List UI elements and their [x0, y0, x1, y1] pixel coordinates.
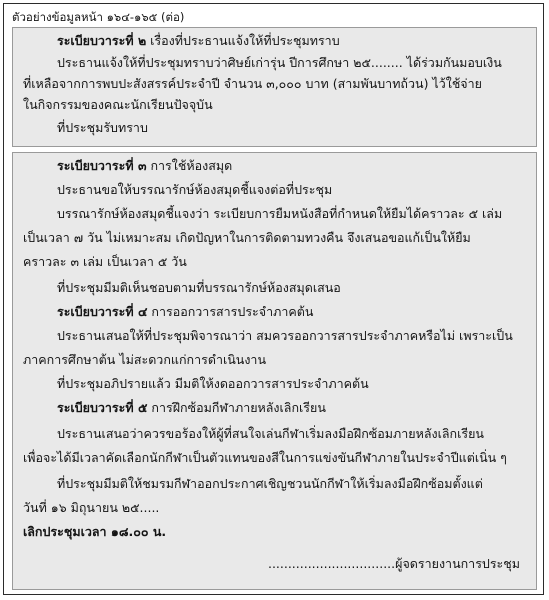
- resolution-line: ที่ประชุมรับทราบ: [57, 120, 148, 135]
- agenda-line: ประธานเสนอให้ที่ประชุมพิจารณาว่า สมควรออกวารสารประจำภาคหรือไม่ เพราะเป็น: [57, 328, 513, 343]
- agenda-line: ประธานเสนอว่าควรขอร้องให้ผู้ที่สนใจเล่นกีฬาเริ่มลงมือฝึกซ้อมภายหลังเลิกเรียน: [57, 426, 484, 441]
- resolution-line: ที่ประชุมมีมติให้ชมรมกีฬาออกประกาศเชิญชวนนักกีฬาให้เริ่มลงมือฝึกซ้อมตั้งแต่: [57, 476, 483, 491]
- page-reference-header: ตัวอย่างข้อมูลหน้า ๑๖๔-๑๖๕ (ต่อ): [12, 10, 185, 24]
- agenda-line: ที่เหลือจากการพบปะสังสรรค์ประจำปี จำนวน ๓,๐๐๐ บาท (สามพันบาทถ้วน) ไว้ใช้จ่าย: [23, 76, 482, 91]
- agenda-line: เป็นเวลา ๗ วัน ไม่เหมาะสม เกิดปัญหาในการติดตามทวงคืน จึงเสนอขอแก้เป็นให้ยืม: [23, 230, 471, 245]
- agenda-item-2-box: [12, 27, 537, 147]
- agenda-line: ประธานแจ้งให้ที่ประชุมทราบว่าศิษย์เก่ารุ่น ปีการศึกษา ๒๕........ ได้ร่วมกันมอบเงิน: [57, 55, 502, 70]
- resolution-line: ที่ประชุมอภิปรายแล้ว มีมติให้งดออกวารสารประจำภาคต้น: [57, 376, 369, 391]
- agenda-line: ระเบียบวาระที่ ๓ การใช้ห้องสมุด: [57, 158, 233, 173]
- document-frame: [3, 3, 544, 595]
- agenda-line: บรรณารักษ์ห้องสมุดชี้แจงว่า ระเบียบการยืมหนังสือที่กำหนดให้ยืมได้คราวละ ๕ เล่ม: [57, 206, 503, 221]
- agenda-line: ในกิจกรรมของคณะนักเรียนปัจจุบัน: [23, 97, 213, 112]
- agenda-line: ระเบียบวาระที่ ๒ เรื่องที่ประธานแจ้งให้ที่ประชุมทราบ: [57, 33, 340, 48]
- agenda-items-3-5-box: [12, 152, 537, 590]
- agenda-line: ระเบียบวาระที่ ๔ การออกวารสารประจำภาคต้น: [57, 304, 314, 319]
- agenda-line: ระเบียบวาระที่ ๕ การฝึกซ้อมกีฬาภายหลังเลิกเรียน: [57, 400, 326, 415]
- agenda-line: เพื่อจะได้มีเวลาคัดเลือกนักกีฬาเป็นตัวแทนของสีในการแข่งขันกีฬาภายในประจำปีแต่เนิ่น ๆ: [23, 450, 507, 465]
- agenda-line: ประธานขอให้บรรณารักษ์ห้องสมุดชี้แจงต่อที่ประชุม: [57, 182, 333, 197]
- minutes-recorder-signature: ................................ผู้จดรายงานการประชุม: [267, 556, 520, 571]
- resolution-line: ที่ประชุมมีมติเห็นชอบตามที่บรรณารักษ์ห้องสมุดเสนอ: [57, 280, 341, 295]
- meeting-close-line: เลิกประชุมเวลา ๑๘.๐๐ น.: [23, 524, 167, 539]
- agenda-line: ภาคการศึกษาต้น ไม่สะดวกแก่การดำเนินงาน: [23, 352, 266, 367]
- resolution-line: วันที่ ๑๖ มิถุนายน ๒๕.....: [23, 500, 160, 515]
- agenda-line: คราวละ ๓ เล่ม เป็นเวลา ๕ วัน: [23, 254, 187, 269]
